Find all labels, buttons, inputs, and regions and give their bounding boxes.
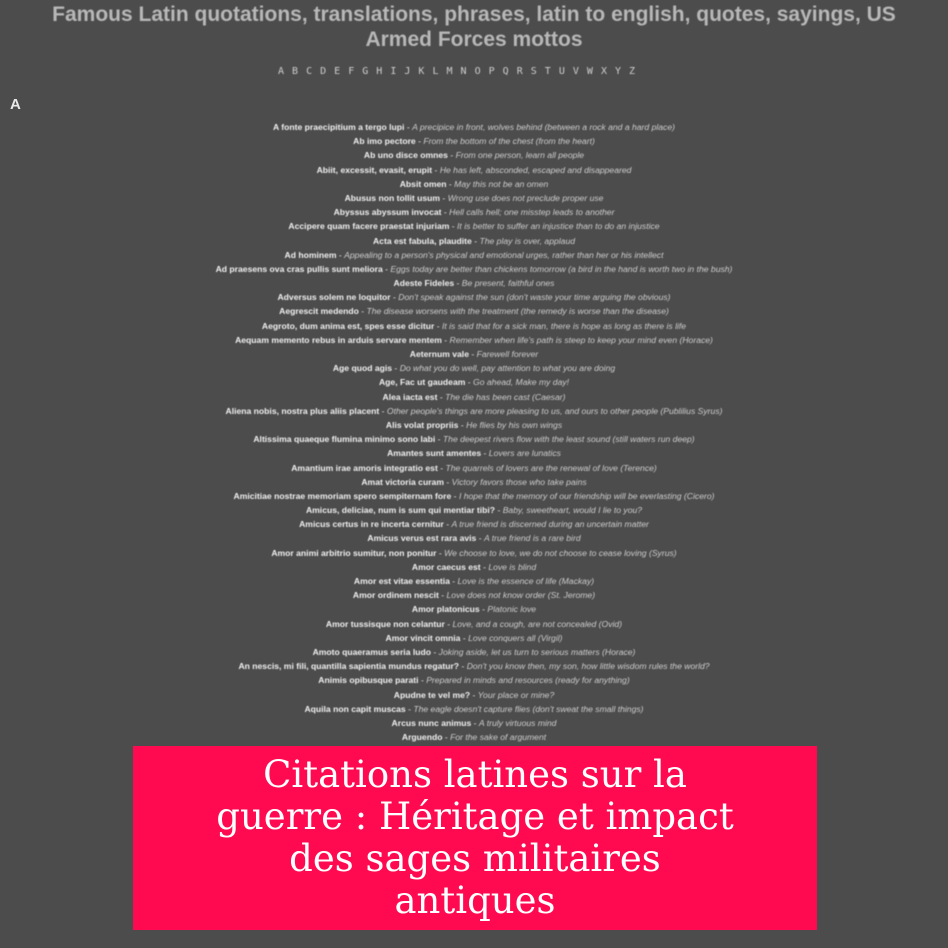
quote-latin: Arcus nunc animus bbox=[391, 717, 472, 728]
banner-title: Citations latines sur la guerre : Héritage et impact des sages militaires antiques bbox=[216, 753, 734, 922]
quote-row: Adeste Fideles - Be present, faithful ones bbox=[393, 278, 555, 289]
quote-row: Ab imo pectore - From the bottom of the chest (from the heart) bbox=[353, 136, 595, 147]
quote-translation: Don't you know then, my son, how little wisdom rules the world? bbox=[466, 661, 710, 672]
quote-latin: Apudne te vel me? bbox=[393, 689, 471, 700]
quote-latin: Aegrescit medendo bbox=[279, 306, 359, 317]
quote-row: Amantium irae amoris integratio est - The quarrels of lovers are the renewal of love (Terence) bbox=[291, 462, 657, 473]
quote-translation: I hope that the memory of our friendship will be everlasting (Cicero) bbox=[458, 490, 715, 501]
quote-translation: Farewell forever bbox=[476, 349, 539, 359]
quote-row: A fonte praecipitium a tergo lupi - A precipice in front, wolves behind (between a rock and a hard place) bbox=[272, 122, 675, 132]
quote-row: Altissima quaeque flumina minimo sono labi - The deepest rivers flow with the least sound (still waters run deep) bbox=[253, 434, 695, 445]
quote-translation: A true friend is a rare bird bbox=[483, 533, 581, 544]
quote-row: Aliena nobis, nostra plus aliis placent - Other people's things are more pleasing to us, and ours to other people (Publilius Syrus) bbox=[225, 405, 723, 416]
quote-row: Abyssus abyssum invocat - Hell calls hell; one misstep leads to another bbox=[333, 207, 615, 218]
page-header bbox=[0, 2, 948, 52]
quote-latin: Ad hominem bbox=[284, 249, 337, 260]
quote-latin: Ab uno disce omnes bbox=[363, 150, 448, 161]
quote-row: Amicus verus est rara avis - A true friend is a rare bird bbox=[367, 533, 581, 544]
quote-latin: Amoto quaeramus seria ludo bbox=[312, 646, 431, 657]
quote-row: Ab uno disce omnes - From one person, learn all people bbox=[363, 150, 585, 161]
quote-row: Aegroto, dum anima est, spes esse dicitur - It is said that for a sick man, there is hope as long as there is life bbox=[261, 320, 687, 331]
quote-row: Amicus, deliciae, num is sum qui mentiar tibi? - Baby, sweetheart, would I lie to you? bbox=[305, 505, 643, 516]
quote-row: Amicus certus in re incerta cernitur - A true friend is discerned during an uncertain matter bbox=[299, 519, 649, 530]
quote-translation: Love is the essence of life (Mackay) bbox=[457, 576, 595, 586]
quote-translation: From one person, learn all people bbox=[455, 150, 585, 161]
quote-row: Adversus solem ne loquitor - Don't speak against the sun (don't waste your time arguing the obvious) bbox=[277, 292, 671, 303]
quote-latin: Altissima quaeque flumina minimo sono labi bbox=[253, 434, 436, 445]
quote-latin: Adversus solem ne loquitor bbox=[277, 292, 391, 303]
quote-translation: The play is over, applaud bbox=[479, 235, 576, 246]
quote-translation: The deepest rivers flow with the least sound (still waters run deep) bbox=[442, 434, 695, 445]
quote-row: Amor ordinem nescit - Love does not know order (St. Jerome) bbox=[352, 590, 596, 601]
quote-translation: A precipice in front, wolves behind (between a rock and a hard place) bbox=[412, 122, 675, 132]
quote-latin: Adeste Fideles bbox=[393, 278, 455, 289]
quote-row: Alis volat propriis - He flies by his own wings bbox=[385, 419, 563, 430]
quote-translation: Victory favors those who take pains bbox=[451, 476, 587, 487]
quote-row: Animis opibusque parati - Prepared in minds and resources (ready for anything) bbox=[318, 675, 630, 686]
quote-latin: Animis opibusque parati bbox=[318, 675, 419, 686]
quote-latin: Amicus verus est rara avis bbox=[367, 533, 477, 544]
quote-row: Age, Fac ut gaudeam - Go ahead, Make my day! bbox=[378, 377, 570, 388]
quote-latin: Absit omen bbox=[399, 178, 447, 189]
quote-row: Amat victoria curam - Victory favors those who take pains bbox=[361, 476, 587, 487]
quote-row: Ad praesens ova cras pullis sunt meliora - Eggs today are better than chickens tomorrow (a bird in the hand is worth two in the bush) bbox=[215, 263, 733, 274]
quote-latin: Aquila non capit muscas bbox=[304, 703, 406, 714]
quote-translation: The quarrels of lovers are the renewal of love (Terence) bbox=[445, 462, 657, 473]
quote-translation: Love does not know order (St. Jerome) bbox=[446, 590, 596, 601]
quote-translation: Appealing to a person's physical and emotional urges, rather than her or his intellect bbox=[344, 249, 664, 260]
quote-latin: Abusus non tollit usum bbox=[344, 192, 441, 203]
page-header-line-1: Famous Latin quotations, translations, phrases, latin to english, quotes, sayings, US bbox=[52, 3, 896, 26]
quote-latin: Alis volat propriis bbox=[385, 419, 459, 430]
quote-latin: Arguendo bbox=[401, 732, 443, 743]
quote-translation: It is better to suffer an injustice than to do an injustice bbox=[457, 221, 660, 232]
quote-row: Accipere quam facere praestat injuriam - It is better to suffer an injustice than to do an injustice bbox=[288, 221, 660, 232]
quote-latin: Accipere quam facere praestat injuriam bbox=[288, 221, 450, 232]
quote-translation: Prepared in minds and resources (ready for anything) bbox=[426, 675, 630, 686]
quote-list bbox=[0, 120, 948, 744]
quote-row: Aeternum vale - Farewell forever bbox=[409, 349, 539, 359]
quote-row: Ad hominem - Appealing to a person's physical and emotional urges, rather than her or his intellect bbox=[284, 249, 664, 260]
quote-translation: Don't speak against the sun (don't waste your time arguing the obvious) bbox=[398, 292, 671, 303]
quote-translation: Your place or mine? bbox=[477, 689, 555, 700]
quote-latin: Amantes sunt amentes bbox=[387, 448, 482, 459]
quote-row: Amantes sunt amentes - Lovers are lunatics bbox=[387, 448, 561, 459]
quote-row: Arguendo - For the sake of argument bbox=[401, 732, 547, 743]
quote-translation: Remember when life's path is steep to keep your mind even (Horace) bbox=[449, 334, 713, 345]
quote-latin: Aegroto, dum anima est, spes esse dicitur bbox=[261, 320, 435, 331]
quote-latin: Alea iacta est bbox=[382, 391, 438, 402]
quote-latin: Amor platonicus bbox=[411, 604, 480, 615]
quote-latin: An nescis, mi fili, quantilla sapientia mundus regatur? bbox=[238, 661, 460, 672]
quote-translation: Platonic love bbox=[487, 604, 537, 615]
quote-latin: Aeternum vale bbox=[409, 349, 469, 359]
quote-row: Amicitiae nostrae memoriam spero sempiternam fore - I hope that the memory of our friendship will be everlasting (Cicero) bbox=[233, 490, 715, 501]
quote-translation: For the sake of argument bbox=[450, 732, 547, 743]
quote-latin: Ab imo pectore bbox=[353, 136, 416, 147]
quote-latin: A fonte praecipitium a tergo lupi bbox=[272, 122, 405, 132]
quote-row: Amor animi arbitrio sumitur, non ponitur - We choose to love, we do not choose to cease loving (Syrus) bbox=[271, 547, 677, 558]
quote-translation: A truly virtuous mind bbox=[478, 717, 557, 728]
quote-translation: Hell calls hell; one misstep leads to another bbox=[449, 207, 615, 218]
quote-row: Abusus non tollit usum - Wrong use does not preclude proper use bbox=[344, 192, 604, 203]
quote-latin: Age quod agis bbox=[332, 363, 393, 374]
quote-translation: The disease worsens with the treatment (the remedy is worse than the disease) bbox=[366, 306, 669, 317]
quote-latin: Abiit, excessit, evasit, erupit bbox=[316, 164, 433, 175]
quote-row: Aequam memento rebus in arduis servare mentem - Remember when life's path is steep to keep your mind even (Horace) bbox=[235, 334, 713, 345]
quote-translation: Lovers are lunatics bbox=[488, 448, 561, 459]
quote-translation: Love is blind bbox=[488, 561, 537, 572]
quote-translation: Wrong use does not preclude proper use bbox=[447, 192, 604, 203]
quote-translation: Be present, faithful ones bbox=[461, 278, 555, 289]
page-header-line-2: Armed Forces mottos bbox=[365, 28, 583, 51]
quote-translation: Love, and a cough, are not concealed (Ovid) bbox=[452, 618, 623, 629]
quote-row: Aegrescit medendo - The disease worsens with the treatment (the remedy is worse than the disease) bbox=[279, 306, 669, 317]
quote-row: Age quod agis - Do what you do well, pay attention to what you are doing bbox=[332, 363, 616, 374]
quote-translation: Baby, sweetheart, would I lie to you? bbox=[502, 505, 643, 516]
quote-latin: Ad praesens ova cras pullis sunt meliora bbox=[215, 263, 383, 274]
section-letter: A bbox=[10, 96, 21, 113]
quote-translation: A true friend is discerned during an uncertain matter bbox=[451, 519, 649, 530]
quote-latin: Abyssus abyssum invocat bbox=[333, 207, 442, 218]
quote-translation: He flies by his own wings bbox=[466, 419, 563, 430]
quote-row: Aquila non capit muscas - The eagle doesn't capture flies (don't sweat the small things) bbox=[304, 703, 644, 714]
quote-row: Arcus nunc animus - A truly virtuous mind bbox=[391, 717, 557, 728]
quote-latin: Amor vincit omnia bbox=[385, 632, 461, 643]
quote-latin: Amor caecus est bbox=[411, 561, 481, 572]
quote-row: Apudne te vel me? - Your place or mine? bbox=[393, 689, 555, 700]
quote-row: An nescis, mi fili, quantilla sapientia mundus regatur? - Don't you know then, my son, how little wisdom rules the world? bbox=[238, 661, 710, 672]
quote-row: Amor tussisque non celantur - Love, and a cough, are not concealed (Ovid) bbox=[325, 618, 623, 629]
quote-row: Absit omen - May this not be an omen bbox=[399, 178, 549, 189]
quote-translation: Joking aside, let us turn to serious matters (Horace) bbox=[438, 646, 636, 657]
quote-latin: Amat victoria curam bbox=[361, 476, 444, 487]
quote-latin: Amor est vitae essentia bbox=[353, 576, 450, 586]
quote-latin: Amicitiae nostrae memoriam spero sempiternam fore bbox=[233, 490, 452, 501]
quote-latin: Amor tussisque non celantur bbox=[325, 618, 445, 629]
quote-latin: Amicus, deliciae, num is sum qui mentiar tibi? bbox=[305, 505, 496, 516]
quote-translation: Go ahead, Make my day! bbox=[473, 377, 570, 388]
quote-latin: Age, Fac ut gaudeam bbox=[378, 377, 466, 388]
quote-translation: He has left, absconded, escaped and disappeared bbox=[439, 164, 632, 175]
quote-row: Abiit, excessit, evasit, erupit - He has left, absconded, escaped and disappeared bbox=[316, 164, 632, 175]
quote-translation: Other people's things are more pleasing to us, and ours to other people (Publilius Syrus) bbox=[386, 405, 723, 416]
quote-translation: The eagle doesn't capture flies (don't sweat the small things) bbox=[413, 703, 644, 714]
quote-latin: Amor ordinem nescit bbox=[352, 590, 439, 601]
quote-row: Amor est vitae essentia - Love is the essence of life (Mackay) bbox=[353, 576, 595, 586]
quote-translation: The die has been cast (Caesar) bbox=[445, 391, 566, 402]
quote-latin: Amantium irae amoris integratio est bbox=[291, 462, 438, 473]
quote-row: Alea iacta est - The die has been cast (Caesar) bbox=[382, 391, 566, 402]
quote-row: Amor vincit omnia - Love conquers all (Virgil) bbox=[385, 632, 563, 643]
quote-latin: Amicus certus in re incerta cernitur bbox=[299, 519, 444, 530]
quote-translation: May this not be an omen bbox=[454, 178, 549, 189]
quote-translation: From the bottom of the chest (from the heart) bbox=[423, 136, 595, 147]
quote-latin: Acta est fabula, plaudite bbox=[372, 235, 472, 246]
quote-latin: Aequam memento rebus in arduis servare mentem bbox=[235, 334, 442, 345]
quote-translation: Eggs today are better than chickens tomorrow (a bird in the hand is worth two in the bush) bbox=[390, 263, 733, 274]
quote-row: Amor caecus est - Love is blind bbox=[411, 561, 537, 572]
quote-latin: Aliena nobis, nostra plus aliis placent bbox=[225, 405, 380, 416]
quote-row: Amoto quaeramus seria ludo - Joking aside, let us turn to serious matters (Horace) bbox=[312, 646, 636, 657]
quote-translation: Do what you do well, pay attention to what you are doing bbox=[399, 363, 616, 374]
quote-translation: We choose to love, we do not choose to cease loving (Syrus) bbox=[444, 547, 677, 558]
title-banner bbox=[133, 746, 817, 930]
quote-translation: Love conquers all (Virgil) bbox=[468, 632, 563, 643]
quote-row: Acta est fabula, plaudite - The play is over, applaud bbox=[372, 235, 576, 246]
quote-row: Amor platonicus - Platonic love bbox=[411, 604, 537, 615]
alphabet-nav[interactable]: A B C D E F G H I J K L M N O P Q R S T U V W X Y Z bbox=[278, 66, 637, 77]
quote-latin: Amor animi arbitrio sumitur, non ponitur bbox=[271, 547, 437, 558]
quote-translation: It is said that for a sick man, there is hope as long as there is life bbox=[441, 320, 687, 331]
